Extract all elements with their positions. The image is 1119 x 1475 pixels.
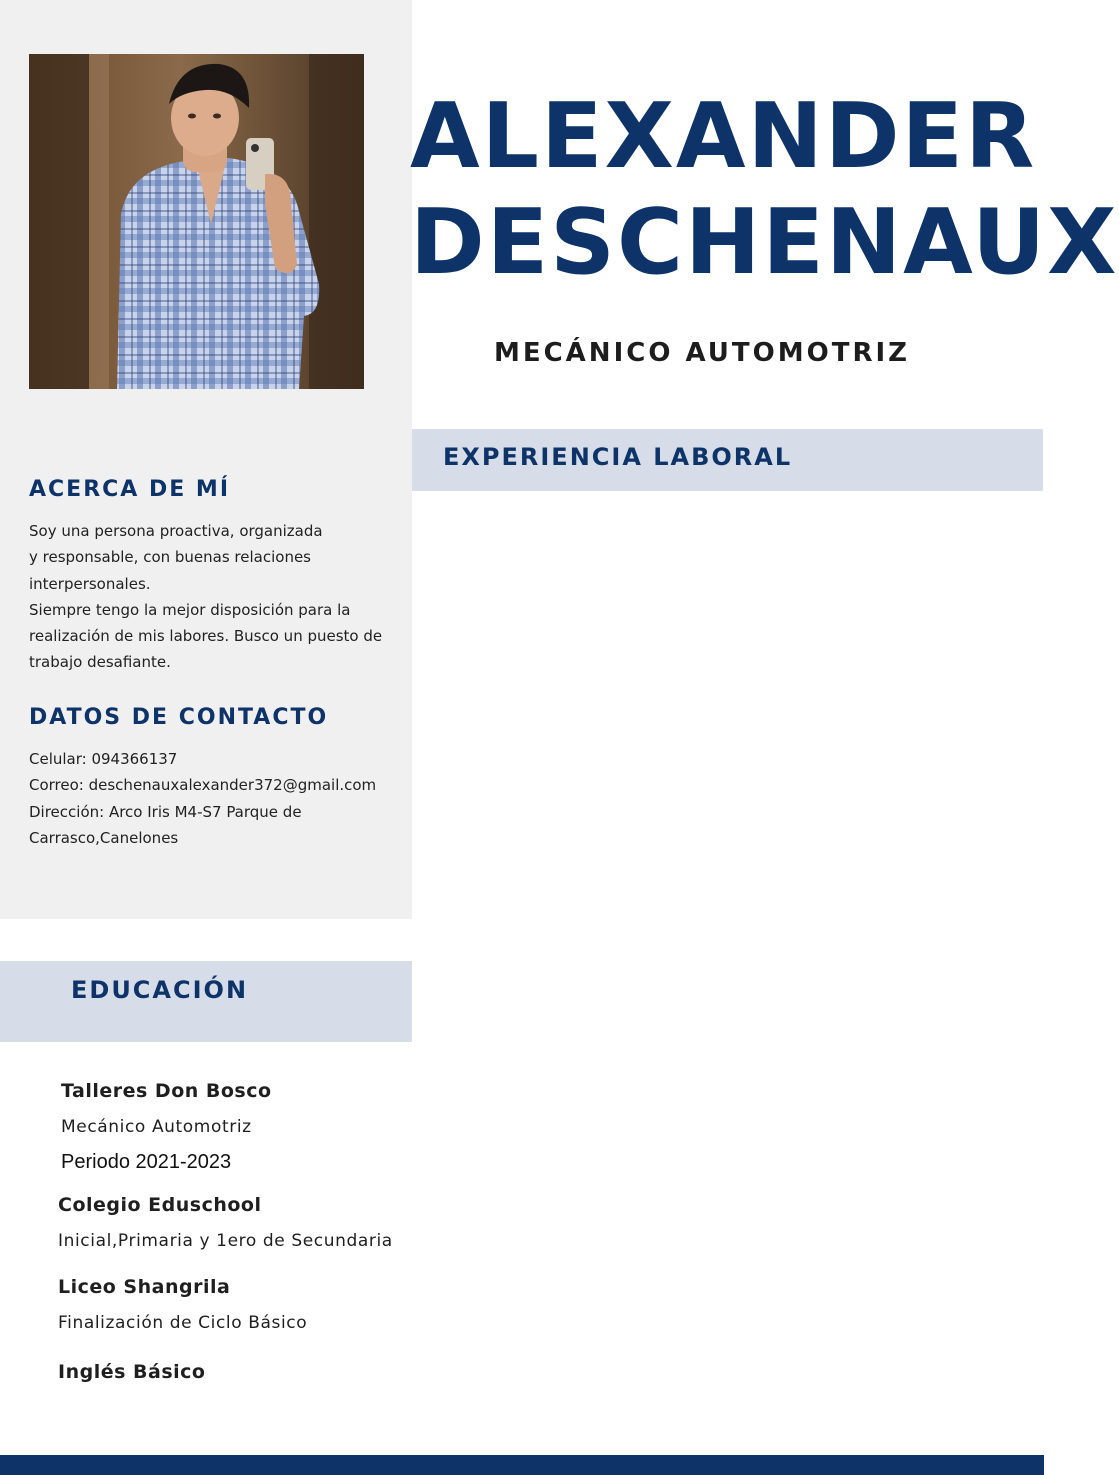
edu-period: Periodo 2021-2023 [61, 1151, 232, 1173]
last-name: DESCHENAUX [410, 190, 1119, 295]
about-line: Siempre tengo la mejor disposición para la [29, 600, 351, 619]
about-line: Soy una persona proactiva, organizada [29, 522, 323, 540]
about-title: ACERCA DE MÍ [29, 477, 230, 502]
about-line: interpersonales. [29, 574, 151, 593]
first-name: ALEXANDER [410, 84, 1037, 189]
edu-detail: Mecánico Automotriz [61, 1117, 252, 1137]
contact-address: Dirección: Arco Iris M4-S7 Parque de [29, 802, 302, 821]
edu-detail: Inicial,Primaria y 1ero de Secundaria [58, 1231, 393, 1251]
edu-school: Liceo Shangrila [58, 1276, 231, 1298]
about-line: realización de mis labores. Busco un puesto de [29, 627, 383, 646]
experience-title: EXPERIENCIA LABORAL [443, 443, 793, 471]
contact-phone: Celular: 094366137 [29, 750, 178, 768]
contact-email: Correo: deschenauxalexander372@gmail.com [29, 776, 377, 795]
contact-text [29, 746, 399, 851]
contact-address-cont: Carrasco,Canelones [29, 828, 179, 847]
education-title: EDUCACIÓN [71, 976, 249, 1004]
footer-bar [0, 1455, 1044, 1475]
edu-school: Colegio Eduschool [58, 1194, 262, 1216]
edu-detail: Finalización de Ciclo Básico [58, 1313, 308, 1333]
edu-school: Inglés Básico [58, 1361, 206, 1383]
profile-photo [29, 54, 364, 389]
job-title: MECÁNICO AUTOMOTRIZ [493, 338, 911, 368]
contact-title: DATOS DE CONTACTO [29, 705, 329, 730]
edu-school: Talleres Don Bosco [61, 1080, 272, 1102]
about-text [29, 518, 399, 676]
about-line: trabajo desafiante. [29, 653, 171, 672]
about-line: y responsable, con buenas relaciones [29, 548, 311, 567]
